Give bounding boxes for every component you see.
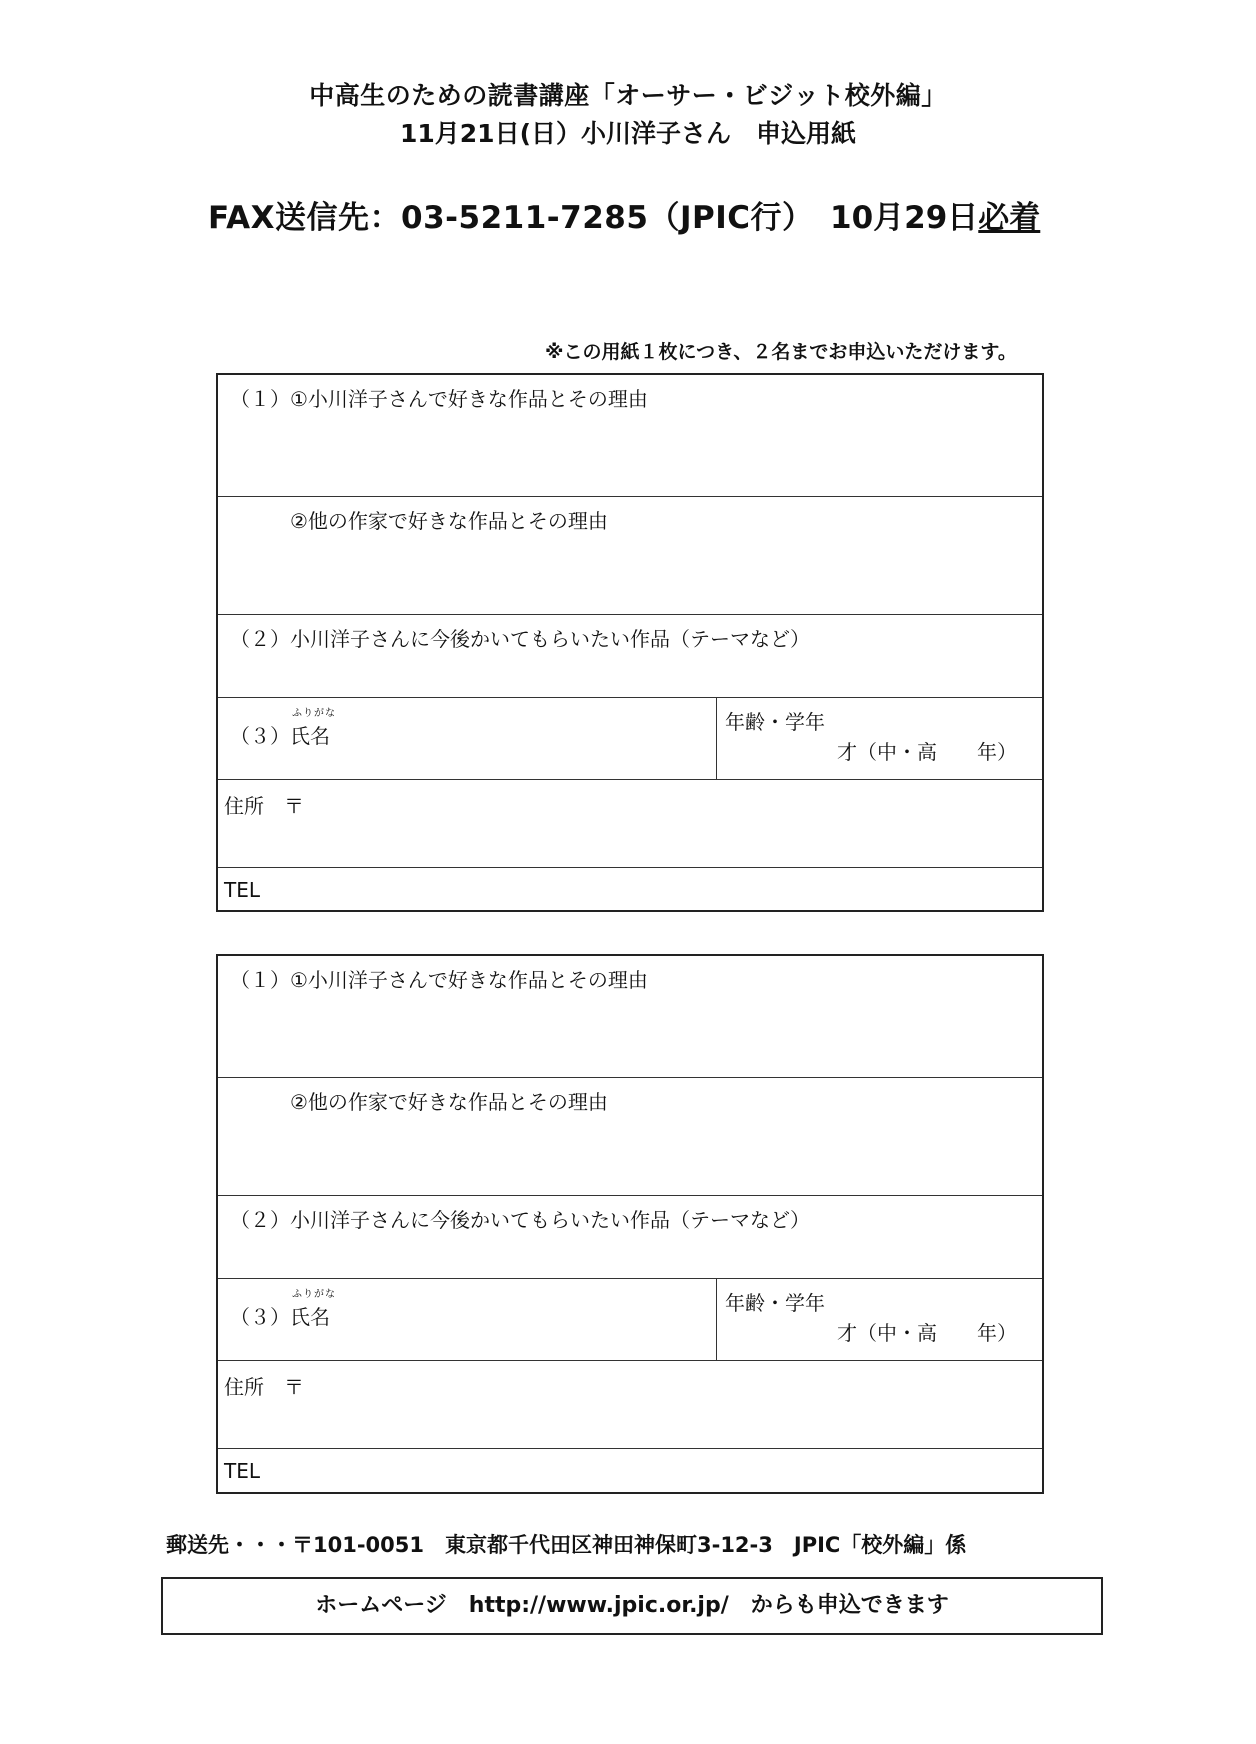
deadline-date: 10月29日	[830, 200, 979, 236]
application-form-2	[216, 954, 1044, 1494]
tel-label: TEL	[224, 1459, 260, 1483]
question-1a-label: （１）①小川洋子さんで好きな作品とその理由	[230, 968, 648, 992]
homepage-box	[161, 1577, 1103, 1635]
question-1b-row[interactable]	[218, 497, 1042, 615]
question-1b-row[interactable]	[218, 1078, 1042, 1196]
address-label: 住所 〒	[224, 794, 304, 818]
question-1b-label: ②他の作家で好きな作品とその理由	[290, 509, 608, 533]
question-1b-label: ②他の作家で好きな作品とその理由	[290, 1090, 608, 1114]
age-grade-format: 才（中・高 年）	[837, 1321, 1017, 1345]
name-label: （３）氏名	[230, 724, 330, 748]
fax-destination: FAX送信先：03-5211-7285（JPIC行）	[208, 200, 814, 236]
title-line-2: 11月21日(日）小川洋子さん 申込用紙	[399, 119, 856, 148]
name-label: （３）氏名	[230, 1305, 330, 1329]
question-2-row[interactable]	[218, 1196, 1042, 1279]
tel-label: TEL	[224, 878, 260, 902]
question-2-label: （２）小川洋子さんに今後かいてもらいたい作品（テーマなど）	[230, 1208, 810, 1232]
application-form-1	[216, 373, 1044, 912]
homepage-text: ホームページ http://www.jpic.or.jp/ からも申込できます	[315, 1593, 949, 1618]
title-line-1: 中高生のための読書講座「オーサー・ビジット校外編」	[309, 81, 947, 110]
tel-row[interactable]	[218, 868, 1042, 910]
question-2-label: （２）小川洋子さんに今後かいてもらいたい作品（テーマなど）	[230, 627, 810, 651]
postal-address: 郵送先・・・〒101-0051 東京都千代田区神田神保町3-12-3 JPIC「校外編」係	[166, 1533, 967, 1557]
question-2-row[interactable]	[218, 615, 1042, 698]
age-grade-format: 才（中・高 年）	[837, 740, 1017, 764]
furigana-label: ふりがな	[292, 1289, 336, 1300]
furigana-label: ふりがな	[292, 708, 336, 719]
name-age-row	[218, 1279, 1042, 1361]
tel-row[interactable]	[218, 1449, 1042, 1492]
address-row[interactable]	[218, 1361, 1042, 1449]
age-grade-label: 年齢・学年	[725, 1291, 825, 1315]
deadline-suffix: 必着	[978, 200, 1041, 236]
name-field[interactable]	[218, 698, 717, 779]
address-row[interactable]	[218, 780, 1042, 868]
age-grade-label: 年齢・学年	[725, 710, 825, 734]
question-1a-label: （１）①小川洋子さんで好きな作品とその理由	[230, 387, 648, 411]
address-label: 住所 〒	[224, 1375, 304, 1399]
question-1a-row[interactable]	[218, 375, 1042, 497]
name-age-row	[218, 698, 1042, 780]
deadline	[830, 192, 1040, 237]
application-note: ※この用紙１枚につき、２名までお申込いただけます。	[545, 341, 1017, 363]
age-grade-field[interactable]	[717, 698, 1042, 779]
name-field[interactable]	[218, 1279, 717, 1360]
question-1a-row[interactable]	[218, 956, 1042, 1078]
age-grade-field[interactable]	[717, 1279, 1042, 1360]
